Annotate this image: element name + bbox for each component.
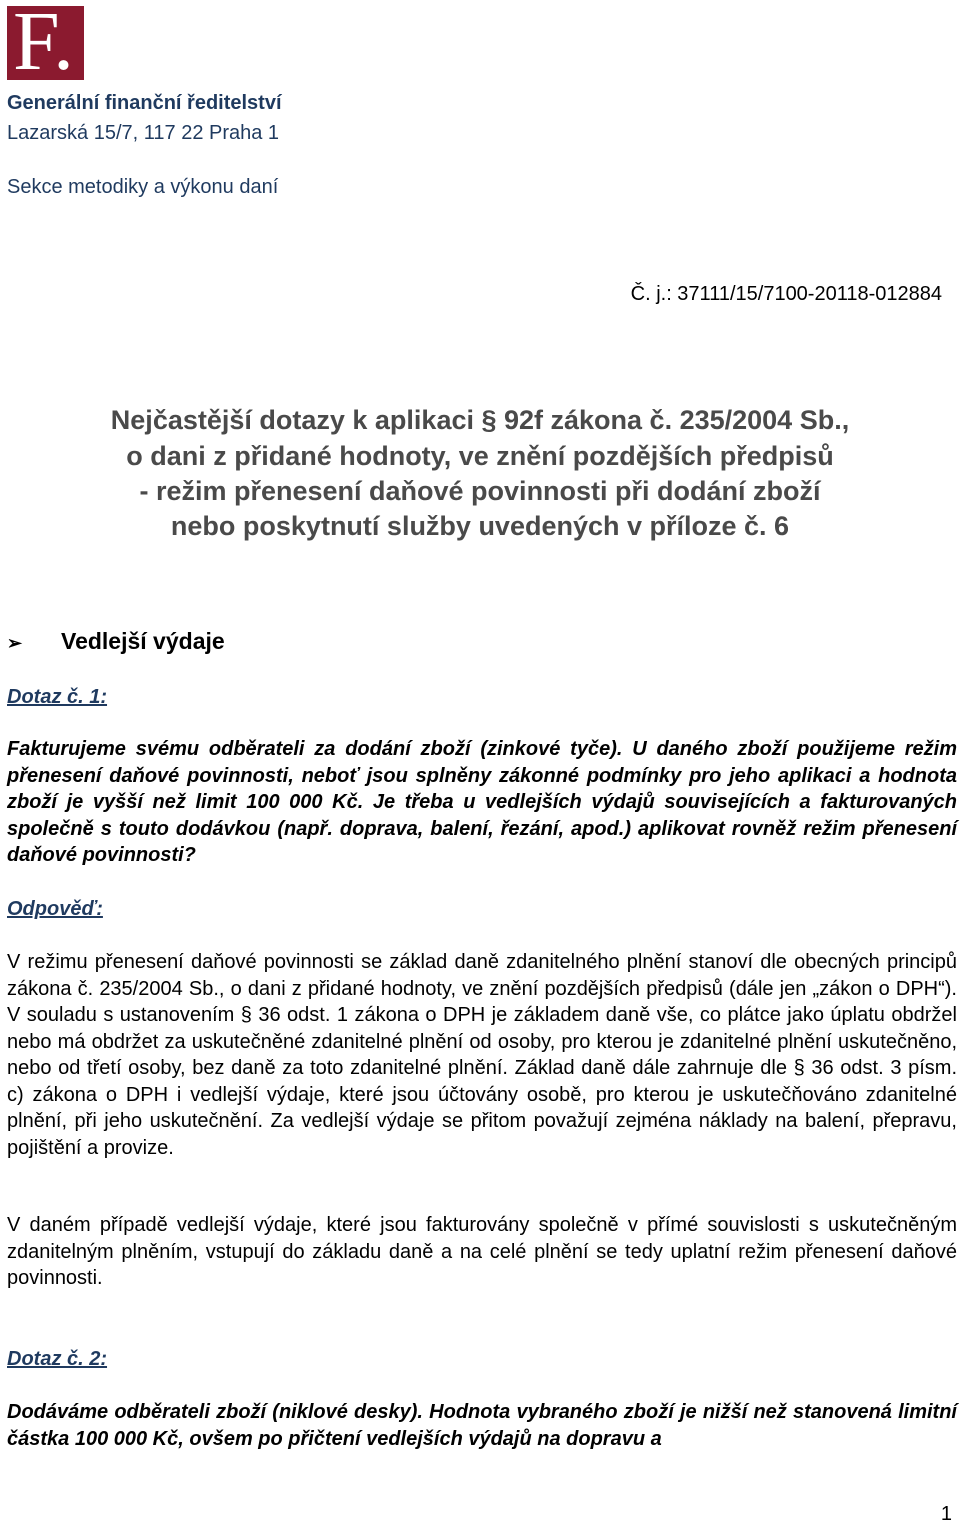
document-title-line-2: o dani z přidané hodnoty, ve znění pozdějších předpisů [126,441,834,471]
logo-letter: F. [13,6,74,80]
page-number: 1 [940,1503,952,1525]
arrowhead-bullet-icon: ➢ [7,633,23,653]
question-2-text: Dodáváme odběrateli zboží (niklové desky). Hodnota vybraného zboží je nižší než stanovená limitní částka 100 000 Kč, ovšem po přičtení vedlejších výdajů na dopravu a [7,1401,957,1450]
organization-address: Lazarská 15/7, 117 22 Praha 1 [7,122,280,144]
question-1-text: Fakturujeme svému odběrateli za dodání zboží (zinkové tyče). U daného zboží použijeme režim přenesení daňové povinnosti, neboť jsou splněny zákonné podmínky pro jeho aplikaci a hodnota zboží je vyšší než limit 100 000 Kč. Je třeba u vedlejších výdajů souvisejících a fakturovaných společně s touto dodávkou (např. doprava, balení, řezání, apod.) aplikovat rovněž režim přenesení daňové povinnosti? [7,738,957,866]
document-title-line-4: nebo poskytnutí služby uvedených v příloze č. 6 [170,511,790,541]
reference-number: Č. j.: 37111/15/7100-20118-012884 [630,283,942,305]
question-2-label: Dotaz č. 2: [7,1348,108,1370]
organization-name: Generální finanční ředitelství [7,92,282,114]
answer-label: Odpověď: [7,898,103,920]
department-name: Sekce metodiky a výkonu daní [7,176,279,198]
answer-paragraph-1: V režimu přenesení daňové povinnosti se základ daně zdanitelného plnění stanoví dle obecných principů zákona č. 235/2004 Sb., o dani z přidané hodnoty, ve znění pozdějších předpisů (dále jen „zákon o DPH“). V souladu s ustanovením § 36 odst. 1 zákona o DPH je základem daně vše, co plátce jako úplatu obdržel nebo má obdržet za uskutečněné zdanitelné plnění od osoby, pro kterou je zdanitelné plnění uskutečněno, nebo od třetí osoby, bez daně za toto zdanitelné plnění. Základ daně dále zahrnuje dle § 36 odst. 3 písm. c) zákona o DPH i vedlejší výdaje, které jsou účtovány osobě, pro kterou je uskutečňováno zdanitelné plnění, při jeho uskutečnění. Za vedlejší výdaje se přitom považují zejména náklady na balení, přepravu, pojištění a provize. [7,951,957,1159]
logo [7,6,84,80]
document-title-line-3: - režim přenesení daňové povinnosti při dodání zboží [139,476,821,506]
document-title-line-1: Nejčastější dotazy k aplikaci § 92f zákona č. 235/2004 Sb., [110,405,850,435]
answer-paragraph-2: V daném případě vedlejší výdaje, které jsou fakturovány společně v přímé souvislosti s uskutečněným zdanitelným plněním, vstupují do základu daně a na celé plnění se tedy uplatní režim přenesení daňové povinnosti. [7,1214,957,1289]
question-1-label: Dotaz č. 1: [7,686,108,708]
section-heading-text: Vedlejší výdaje [61,628,225,654]
section-heading [7,628,225,655]
